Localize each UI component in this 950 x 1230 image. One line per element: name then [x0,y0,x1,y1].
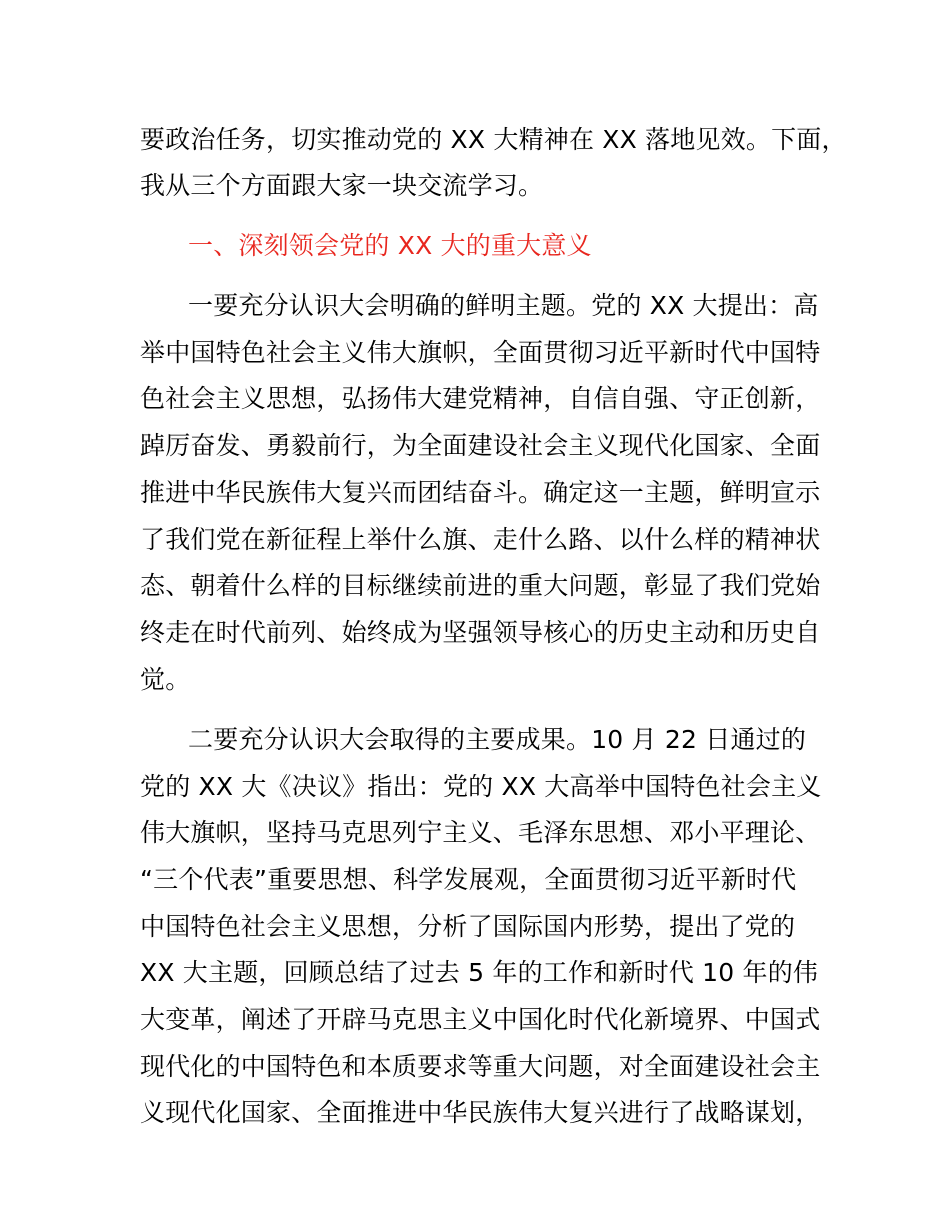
para2-line-9: 义现代化国家、全面推进中华民族伟大复兴进行了战略谋划， [140,1098,821,1127]
para2-line-7: 大变革，阐述了开辟马克思主义中国化时代化新境界、中国式 [140,1005,821,1034]
para1-line-1: 一要充分认识大会明确的鲜明主题。党的 XX 大提出：高 [188,291,819,320]
para1-line-3: 色社会主义思想，弘扬伟大建党精神，自信自强、守正创新， [140,384,821,413]
para1-line-5: 推进中华民族伟大复兴而团结奋斗。确定这一主题，鲜明宣示 [140,478,821,507]
para2-line-3: 伟大旗帜，坚持马克思列宁主义、毛泽东思想、邓小平理论、 [140,818,821,847]
para2-line-1: 二要充分认识大会取得的主要成果。10 月 22 日通过的 [188,725,807,754]
para2-line-8: 现代化的中国特色和本质要求等重大问题，对全面建设社会主 [140,1052,821,1081]
para1-line-9: 觉。 [140,665,191,694]
para1-line-7: 态、朝着什么样的目标继续前进的重大问题，彰显了我们党始 [140,571,821,600]
para2-line-4: “三个代表”重要思想、科学发展观，全面贯彻习近平新时代 [140,865,797,894]
section-heading: 一、深刻领会党的 XX 大的重大意义 [188,231,592,260]
para2-line-5: 中国特色社会主义思想，分析了国际国内形势，提出了党的 [140,912,796,941]
para1-line-8: 终走在时代前列、始终成为坚强领导核心的历史主动和历史自 [140,618,821,647]
para2-line-2: 党的 XX 大《决议》指出：党的 XX 大高举中国特色社会主义 [140,772,822,801]
intro-line-1: 要政治任务，切实推动党的 XX 大精神在 XX 落地见效。下面， [140,125,847,154]
para1-line-6: 了我们党在新征程上举什么旗、走什么路、以什么样的精神状 [140,525,821,554]
para1-line-4: 踔厉奋发、勇毅前行，为全面建设社会主义现代化国家、全面 [140,431,821,460]
para2-line-6: XX 大主题，回顾总结了过去 5 年的工作和新时代 10 年的伟 [140,958,819,987]
para1-line-2: 举中国特色社会主义伟大旗帜，全面贯彻习近平新时代中国特 [140,338,821,367]
intro-line-2: 我从三个方面跟大家一块交流学习。 [140,171,544,200]
